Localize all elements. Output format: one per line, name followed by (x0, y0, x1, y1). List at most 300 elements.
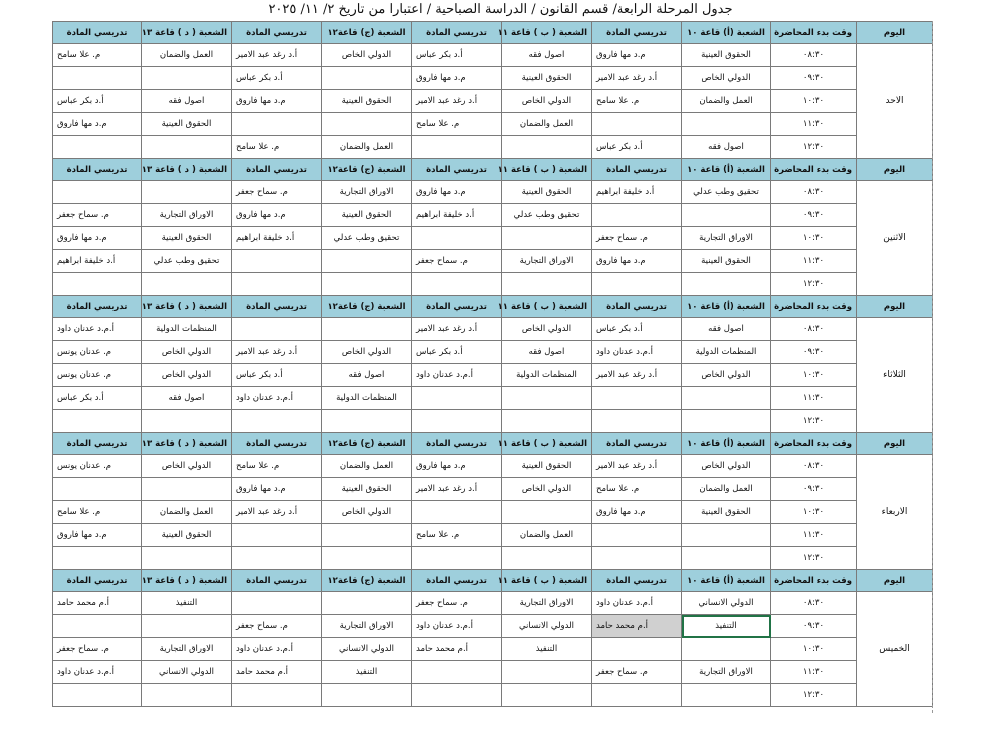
teacher-cell[interactable]: أ.د رغد عبد الامير (232, 341, 322, 364)
subject-cell[interactable]: اصول فقه (142, 387, 232, 410)
teacher-cell[interactable]: أ.م.د عدنان داود (53, 661, 142, 684)
header-cell[interactable]: اليوم (857, 570, 933, 592)
time-cell[interactable]: ٠٩:٣٠ (771, 478, 857, 501)
teacher-cell[interactable]: م. سماح جعفر (232, 615, 322, 638)
table-row (53, 204, 933, 227)
subject-cell[interactable]: العمل والضمان (142, 501, 232, 524)
teacher-cell[interactable] (232, 273, 322, 296)
subject-cell[interactable] (682, 684, 771, 707)
teacher-cell[interactable]: أ.م.د عدنان داود (412, 364, 502, 387)
subject-cell[interactable]: الحقوق العينية (142, 113, 232, 136)
teacher-cell[interactable]: أ.د بكر عباس (412, 44, 502, 67)
page-title: جدول المرحلة الرابعة/ قسم القانون / الدراسة الصباحية / اعتبارا من تاريخ ٢/ ١١/ ٢٠٢٥ (268, 2, 733, 17)
teacher-cell[interactable]: م.د مها فاروق (53, 113, 142, 136)
teacher-cell[interactable] (232, 524, 322, 547)
header-cell[interactable]: اليوم (857, 159, 933, 181)
teacher-cell[interactable]: أ.د بكر عباس (592, 136, 682, 159)
subject-cell[interactable] (322, 410, 412, 433)
header-cell[interactable]: تدريسي المادة (53, 570, 142, 592)
subject-cell[interactable]: الحقوق العينية (682, 501, 771, 524)
header-cell[interactable]: الشعبة (أ) قاعة ١٠ (682, 22, 771, 44)
teacher-cell[interactable] (232, 592, 322, 615)
subject-cell[interactable]: العمل والضمان (502, 113, 592, 136)
subject-cell[interactable]: الدولي الانساني (502, 615, 592, 638)
teacher-cell[interactable] (592, 273, 682, 296)
teacher-cell[interactable]: أ.م محمد حامد (592, 615, 682, 638)
header-cell[interactable]: الشعبة (ج) قاعة١٢ (322, 433, 412, 455)
subject-cell[interactable] (682, 113, 771, 136)
subject-cell[interactable]: الاوراق التجارية (142, 638, 232, 661)
subject-cell[interactable] (142, 273, 232, 296)
subject-cell[interactable]: الدولي الخاص (322, 44, 412, 67)
subject-cell[interactable] (322, 592, 412, 615)
header-cell[interactable]: الشعبة (ج) قاعة١٢ (322, 159, 412, 181)
subject-cell[interactable]: المنظمات الدولية (142, 318, 232, 341)
header-cell[interactable]: الشعبة ( د ) قاعة ١٣ (142, 296, 232, 318)
subject-cell[interactable]: اصول فقه (682, 318, 771, 341)
table-row (53, 524, 933, 547)
header-cell[interactable]: الشعبة ( ب ) قاعة ١١ (502, 22, 592, 44)
teacher-cell[interactable] (412, 547, 502, 570)
time-cell[interactable]: ١١:٣٠ (771, 113, 857, 136)
subject-cell[interactable]: الحقوق العينية (322, 204, 412, 227)
teacher-cell[interactable]: م. علا سامح (232, 136, 322, 159)
subject-cell[interactable]: الحقوق العينية (682, 44, 771, 67)
subject-cell[interactable] (682, 387, 771, 410)
table-row (53, 341, 933, 364)
subject-cell[interactable]: الدولي الخاص (322, 501, 412, 524)
teacher-cell[interactable]: أ.م.د عدنان داود (232, 387, 322, 410)
header-cell[interactable]: تدريسي المادة (412, 159, 502, 181)
header-cell[interactable]: اليوم (857, 22, 933, 44)
subject-cell[interactable] (322, 67, 412, 90)
subject-cell[interactable]: الدولي الخاص (682, 67, 771, 90)
subject-cell[interactable]: العمل والضمان (502, 524, 592, 547)
subject-cell[interactable]: المنظمات الدولية (322, 387, 412, 410)
teacher-cell[interactable] (53, 181, 142, 204)
subject-cell[interactable]: الدولي الانساني (322, 638, 412, 661)
teacher-cell[interactable] (53, 67, 142, 90)
teacher-cell[interactable]: أ.د رغد عبد الامير (412, 90, 502, 113)
subject-cell[interactable]: التنفيذ (322, 661, 412, 684)
subject-cell[interactable]: الحقوق العينية (142, 524, 232, 547)
teacher-cell[interactable]: أ.م محمد حامد (53, 592, 142, 615)
teacher-cell[interactable]: م. سماح جعفر (592, 227, 682, 250)
teacher-cell[interactable] (592, 524, 682, 547)
time-cell[interactable]: ١٠:٣٠ (771, 501, 857, 524)
header-cell[interactable]: الشعبة (أ) قاعة ١٠ (682, 570, 771, 592)
teacher-cell[interactable]: م. عدنان يونس (53, 341, 142, 364)
time-cell[interactable]: ١١:٣٠ (771, 661, 857, 684)
teacher-cell[interactable]: م.د مها فاروق (592, 44, 682, 67)
table-row (53, 113, 933, 136)
time-cell[interactable]: ٠٩:٣٠ (771, 615, 857, 638)
subject-cell[interactable]: العمل والضمان (322, 455, 412, 478)
teacher-cell[interactable] (592, 387, 682, 410)
teacher-cell[interactable] (53, 136, 142, 159)
subject-cell[interactable]: الحقوق العينية (682, 250, 771, 273)
subject-cell[interactable] (682, 410, 771, 433)
header-cell[interactable]: تدريسي المادة (53, 433, 142, 455)
teacher-cell[interactable] (592, 410, 682, 433)
subject-cell[interactable]: تحقيق وطب عدلي (502, 204, 592, 227)
subject-cell[interactable]: اصول فقه (502, 341, 592, 364)
table-row (53, 455, 933, 478)
subject-cell[interactable] (682, 547, 771, 570)
teacher-cell[interactable]: م.د مها فاروق (232, 478, 322, 501)
subject-cell[interactable]: الدولي الانساني (682, 592, 771, 615)
teacher-cell[interactable]: م.د مها فاروق (53, 524, 142, 547)
header-cell[interactable]: تدريسي المادة (53, 296, 142, 318)
subject-cell[interactable]: المنظمات الدولية (502, 364, 592, 387)
teacher-cell[interactable]: م. علا سامح (412, 113, 502, 136)
subject-cell[interactable] (322, 524, 412, 547)
subject-cell[interactable] (142, 547, 232, 570)
subject-cell[interactable]: الدولي الخاص (682, 364, 771, 387)
teacher-cell[interactable]: أ.م محمد حامد (412, 638, 502, 661)
teacher-cell[interactable]: أ.د خليفة ابراهيم (592, 181, 682, 204)
time-cell[interactable]: ٠٨:٣٠ (771, 181, 857, 204)
teacher-cell[interactable]: أ.د خليفة ابراهيم (232, 227, 322, 250)
subject-cell[interactable] (502, 661, 592, 684)
subject-cell[interactable]: الحقوق العينية (502, 67, 592, 90)
time-cell[interactable]: ١٢:٣٠ (771, 273, 857, 296)
teacher-cell[interactable] (232, 410, 322, 433)
teacher-cell[interactable]: أ.د خليفة ابراهيم (412, 204, 502, 227)
header-cell[interactable]: وقت بدء المحاضرة (771, 570, 857, 592)
teacher-cell[interactable] (412, 227, 502, 250)
teacher-cell[interactable] (53, 547, 142, 570)
table-row (53, 250, 933, 273)
teacher-cell[interactable]: م. علا سامح (232, 455, 322, 478)
table-row (53, 501, 933, 524)
header-cell[interactable]: الشعبة ( د ) قاعة ١٣ (142, 570, 232, 592)
teacher-cell[interactable] (592, 113, 682, 136)
teacher-cell[interactable]: أ.د رغد عبد الامير (232, 44, 322, 67)
teacher-cell[interactable] (412, 684, 502, 707)
header-cell[interactable]: الشعبة ( ب ) قاعة ١١ (502, 296, 592, 318)
subject-cell[interactable]: الدولي الخاص (142, 341, 232, 364)
time-cell[interactable]: ٠٩:٣٠ (771, 67, 857, 90)
teacher-cell[interactable]: م.د مها فاروق (592, 501, 682, 524)
subject-cell[interactable] (142, 410, 232, 433)
subject-cell[interactable]: العمل والضمان (322, 136, 412, 159)
subject-cell[interactable]: الحقوق العينية (142, 227, 232, 250)
teacher-cell[interactable] (232, 113, 322, 136)
header-cell[interactable]: تدريسي المادة (53, 159, 142, 181)
subject-cell[interactable] (502, 501, 592, 524)
subject-cell[interactable] (502, 387, 592, 410)
header-cell[interactable]: تدريسي المادة (592, 22, 682, 44)
time-cell[interactable]: ١٢:٣٠ (771, 410, 857, 433)
time-cell[interactable]: ١٢:٣٠ (771, 547, 857, 570)
subject-cell[interactable] (322, 113, 412, 136)
header-cell[interactable]: الشعبة ( د ) قاعة ١٣ (142, 433, 232, 455)
subject-cell[interactable]: الدولي الخاص (322, 341, 412, 364)
teacher-cell[interactable]: أ.د بكر عباس (232, 364, 322, 387)
teacher-cell[interactable]: م.د مها فاروق (412, 455, 502, 478)
teacher-cell[interactable] (592, 204, 682, 227)
teacher-cell[interactable]: م. سماح جعفر (232, 181, 322, 204)
header-cell[interactable]: الشعبة (أ) قاعة ١٠ (682, 433, 771, 455)
teacher-cell[interactable]: م. علا سامح (53, 501, 142, 524)
teacher-cell[interactable]: أ.م.د عدنان داود (232, 638, 322, 661)
day-cell[interactable]: الاحد (857, 44, 933, 159)
header-cell[interactable]: الشعبة (ج) قاعة١٢ (322, 22, 412, 44)
teacher-cell[interactable] (232, 547, 322, 570)
time-cell[interactable]: ١٠:٣٠ (771, 227, 857, 250)
time-cell[interactable]: ٠٩:٣٠ (771, 341, 857, 364)
teacher-cell[interactable] (53, 478, 142, 501)
teacher-cell[interactable]: أ.د بكر عباس (592, 318, 682, 341)
subject-cell[interactable] (322, 547, 412, 570)
time-cell[interactable]: ١١:٣٠ (771, 524, 857, 547)
teacher-cell[interactable] (53, 615, 142, 638)
header-row (53, 570, 933, 592)
teacher-cell[interactable]: أ.د رغد عبد الامير (592, 455, 682, 478)
day-cell[interactable]: الخميس (857, 592, 933, 707)
table-row (53, 410, 933, 433)
subject-cell[interactable]: اصول فقه (322, 364, 412, 387)
page-break-line (932, 21, 933, 713)
teacher-cell[interactable]: أ.د رغد عبد الامير (592, 364, 682, 387)
teacher-cell[interactable] (232, 684, 322, 707)
subject-cell[interactable] (142, 684, 232, 707)
teacher-cell[interactable]: م. عدنان يونس (53, 364, 142, 387)
teacher-cell[interactable]: م. سماح جعفر (412, 592, 502, 615)
teacher-cell[interactable]: أ.د بكر عباس (232, 67, 322, 90)
teacher-cell[interactable]: أ.د رغد عبد الامير (412, 318, 502, 341)
header-cell[interactable]: تدريسي المادة (592, 159, 682, 181)
subject-cell[interactable] (322, 318, 412, 341)
teacher-cell[interactable] (412, 661, 502, 684)
subject-cell[interactable]: العمل والضمان (682, 90, 771, 113)
header-cell[interactable]: تدريسي المادة (232, 433, 322, 455)
time-cell[interactable]: ٠٨:٣٠ (771, 44, 857, 67)
teacher-cell[interactable] (412, 273, 502, 296)
subject-cell[interactable] (502, 227, 592, 250)
day-cell[interactable]: الاربعاء (857, 455, 933, 570)
header-cell[interactable]: تدريسي المادة (232, 22, 322, 44)
table-row (53, 478, 933, 501)
subject-cell[interactable]: العمل والضمان (682, 478, 771, 501)
header-cell[interactable]: تدريسي المادة (232, 570, 322, 592)
subject-cell[interactable] (142, 67, 232, 90)
teacher-cell[interactable]: أ.د رغد عبد الامير (592, 67, 682, 90)
subject-cell[interactable]: اصول فقه (682, 136, 771, 159)
teacher-cell[interactable] (53, 410, 142, 433)
header-cell[interactable]: الشعبة ( د ) قاعة ١٣ (142, 159, 232, 181)
header-cell[interactable]: اليوم (857, 296, 933, 318)
teacher-cell[interactable]: م.د مها فاروق (53, 227, 142, 250)
subject-cell[interactable]: تحقيق وطب عدلي (322, 227, 412, 250)
subject-cell[interactable]: الدولي الخاص (142, 455, 232, 478)
header-cell[interactable]: الشعبة (ج) قاعة١٢ (322, 570, 412, 592)
subject-cell[interactable] (682, 204, 771, 227)
time-cell[interactable]: ١٠:٣٠ (771, 364, 857, 387)
subject-cell[interactable] (322, 684, 412, 707)
time-cell[interactable]: ١٢:٣٠ (771, 136, 857, 159)
table-row (53, 67, 933, 90)
teacher-cell[interactable]: أ.د بكر عباس (412, 341, 502, 364)
teacher-cell[interactable]: م. عدنان يونس (53, 455, 142, 478)
teacher-cell[interactable]: أ.د بكر عباس (53, 387, 142, 410)
subject-cell[interactable]: التنفيذ (682, 615, 771, 638)
table-row (53, 364, 933, 387)
teacher-cell[interactable]: أ.م.د عدنان داود (592, 341, 682, 364)
subject-cell[interactable]: اصول فقه (502, 44, 592, 67)
subject-cell[interactable]: الحقوق العينية (502, 181, 592, 204)
teacher-cell[interactable]: أ.م.د عدنان داود (592, 592, 682, 615)
subject-cell[interactable]: الاوراق التجارية (682, 661, 771, 684)
time-cell[interactable]: ١١:٣٠ (771, 387, 857, 410)
teacher-cell[interactable] (592, 638, 682, 661)
teacher-cell[interactable]: م.د مها فاروق (232, 204, 322, 227)
subject-cell[interactable] (682, 638, 771, 661)
table-row (53, 90, 933, 113)
teacher-cell[interactable]: م.د مها فاروق (592, 250, 682, 273)
day-cell[interactable]: الاثنين (857, 181, 933, 296)
subject-cell[interactable] (502, 547, 592, 570)
teacher-cell[interactable]: أ.د رغد عبد الامير (232, 501, 322, 524)
time-cell[interactable]: ٠٨:٣٠ (771, 318, 857, 341)
subject-cell[interactable]: الحقوق العينية (322, 90, 412, 113)
teacher-cell[interactable]: أ.م محمد حامد (232, 661, 322, 684)
teacher-cell[interactable] (232, 318, 322, 341)
teacher-cell[interactable] (412, 136, 502, 159)
subject-cell[interactable]: الاوراق التجارية (682, 227, 771, 250)
header-cell[interactable]: وقت بدء المحاضرة (771, 433, 857, 455)
teacher-cell[interactable]: م.د مها فاروق (412, 67, 502, 90)
teacher-cell[interactable] (53, 273, 142, 296)
teacher-cell[interactable] (412, 410, 502, 433)
table-row (53, 387, 933, 410)
subject-cell[interactable]: تحقيق وطب عدلي (142, 250, 232, 273)
header-cell[interactable]: تدريسي المادة (412, 433, 502, 455)
header-cell[interactable]: تدريسي المادة (232, 296, 322, 318)
time-cell[interactable]: ٠٨:٣٠ (771, 592, 857, 615)
subject-cell[interactable]: الدولي الخاص (142, 364, 232, 387)
subject-cell[interactable]: الاوراق التجارية (502, 592, 592, 615)
subject-cell[interactable]: الاوراق التجارية (142, 204, 232, 227)
subject-cell[interactable]: الدولي الانساني (142, 661, 232, 684)
header-cell[interactable]: الشعبة (أ) قاعة ١٠ (682, 159, 771, 181)
header-cell[interactable]: اليوم (857, 433, 933, 455)
subject-cell[interactable] (142, 478, 232, 501)
table-row (53, 661, 933, 684)
teacher-cell[interactable]: م. علا سامح (592, 90, 682, 113)
header-cell[interactable]: الشعبة ( ب ) قاعة ١١ (502, 433, 592, 455)
teacher-cell[interactable] (412, 501, 502, 524)
subject-cell[interactable]: الحقوق العينية (502, 455, 592, 478)
subject-cell[interactable] (142, 615, 232, 638)
subject-cell[interactable]: الاوراق التجارية (322, 615, 412, 638)
header-cell[interactable]: تدريسي المادة (53, 22, 142, 44)
subject-cell[interactable] (502, 410, 592, 433)
subject-cell[interactable]: العمل والضمان (142, 44, 232, 67)
header-cell[interactable]: الشعبة ( ب ) قاعة ١١ (502, 570, 592, 592)
header-cell[interactable]: تدريسي المادة (412, 570, 502, 592)
teacher-cell[interactable] (592, 684, 682, 707)
teacher-cell[interactable]: أ.د خليفة ابراهيم (53, 250, 142, 273)
header-row (53, 296, 933, 318)
subject-cell[interactable] (682, 524, 771, 547)
teacher-cell[interactable]: م. علا سامح (412, 524, 502, 547)
subject-cell[interactable]: المنظمات الدولية (682, 341, 771, 364)
teacher-cell[interactable] (592, 547, 682, 570)
day-cell[interactable]: الثلاثاء (857, 318, 933, 433)
teacher-cell[interactable]: م. علا سامح (53, 44, 142, 67)
teacher-cell[interactable]: م.د مها فاروق (412, 181, 502, 204)
header-cell[interactable]: تدريسي المادة (412, 296, 502, 318)
subject-cell[interactable]: التنفيذ (142, 592, 232, 615)
teacher-cell[interactable]: م. سماح جعفر (53, 204, 142, 227)
subject-cell[interactable]: الحقوق العينية (322, 478, 412, 501)
teacher-cell[interactable] (232, 250, 322, 273)
time-cell[interactable]: ١٠:٣٠ (771, 638, 857, 661)
header-cell[interactable]: وقت بدء المحاضرة (771, 296, 857, 318)
teacher-cell[interactable]: م. علا سامح (592, 478, 682, 501)
subject-cell[interactable]: الدولي الخاص (502, 90, 592, 113)
header-cell[interactable]: الشعبة (ج) قاعة١٢ (322, 296, 412, 318)
header-cell[interactable]: الشعبة ( د ) قاعة ١٣ (142, 22, 232, 44)
teacher-cell[interactable]: أ.م.د عدنان داود (412, 615, 502, 638)
subject-cell[interactable]: اصول فقه (142, 90, 232, 113)
teacher-cell[interactable]: أ.م.د عدنان داود (53, 318, 142, 341)
header-cell[interactable]: وقت بدء المحاضرة (771, 159, 857, 181)
subject-cell[interactable]: الدولي الخاص (502, 318, 592, 341)
subject-cell[interactable] (142, 181, 232, 204)
subject-cell[interactable] (502, 273, 592, 296)
time-cell[interactable]: ٠٨:٣٠ (771, 455, 857, 478)
table-row (53, 592, 933, 615)
header-cell[interactable]: تدريسي المادة (592, 433, 682, 455)
subject-cell[interactable] (502, 136, 592, 159)
subject-cell[interactable] (322, 250, 412, 273)
header-cell[interactable]: تدريسي المادة (232, 159, 322, 181)
time-cell[interactable]: ١٠:٣٠ (771, 90, 857, 113)
teacher-cell[interactable]: أ.د رغد عبد الامير (412, 478, 502, 501)
header-cell[interactable]: الشعبة ( ب ) قاعة ١١ (502, 159, 592, 181)
time-cell[interactable]: ٠٩:٣٠ (771, 204, 857, 227)
subject-cell[interactable]: التنفيذ (502, 638, 592, 661)
subject-cell[interactable]: الاوراق التجارية (322, 181, 412, 204)
header-cell[interactable]: تدريسي المادة (592, 570, 682, 592)
teacher-cell[interactable]: م. سماح جعفر (412, 250, 502, 273)
subject-cell[interactable]: تحقيق وطب عدلي (682, 181, 771, 204)
teacher-cell[interactable]: م. سماح جعفر (53, 638, 142, 661)
teacher-cell[interactable] (53, 684, 142, 707)
subject-cell[interactable]: الدولي الخاص (502, 478, 592, 501)
subject-cell[interactable] (142, 136, 232, 159)
subject-cell[interactable] (322, 273, 412, 296)
time-cell[interactable]: ١١:٣٠ (771, 250, 857, 273)
time-cell[interactable]: ١٢:٣٠ (771, 684, 857, 707)
header-cell[interactable]: تدريسي المادة (412, 22, 502, 44)
header-row (53, 159, 933, 181)
teacher-cell[interactable] (412, 387, 502, 410)
teacher-cell[interactable]: م.د مها فاروق (232, 90, 322, 113)
subject-cell[interactable] (502, 684, 592, 707)
header-cell[interactable]: وقت بدء المحاضرة (771, 22, 857, 44)
header-cell[interactable]: الشعبة (أ) قاعة ١٠ (682, 296, 771, 318)
subject-cell[interactable]: الاوراق التجارية (502, 250, 592, 273)
teacher-cell[interactable]: م. سماح جعفر (592, 661, 682, 684)
subject-cell[interactable] (682, 273, 771, 296)
subject-cell[interactable]: الدولي الخاص (682, 455, 771, 478)
header-cell[interactable]: تدريسي المادة (592, 296, 682, 318)
teacher-cell[interactable]: أ.د بكر عباس (53, 90, 142, 113)
